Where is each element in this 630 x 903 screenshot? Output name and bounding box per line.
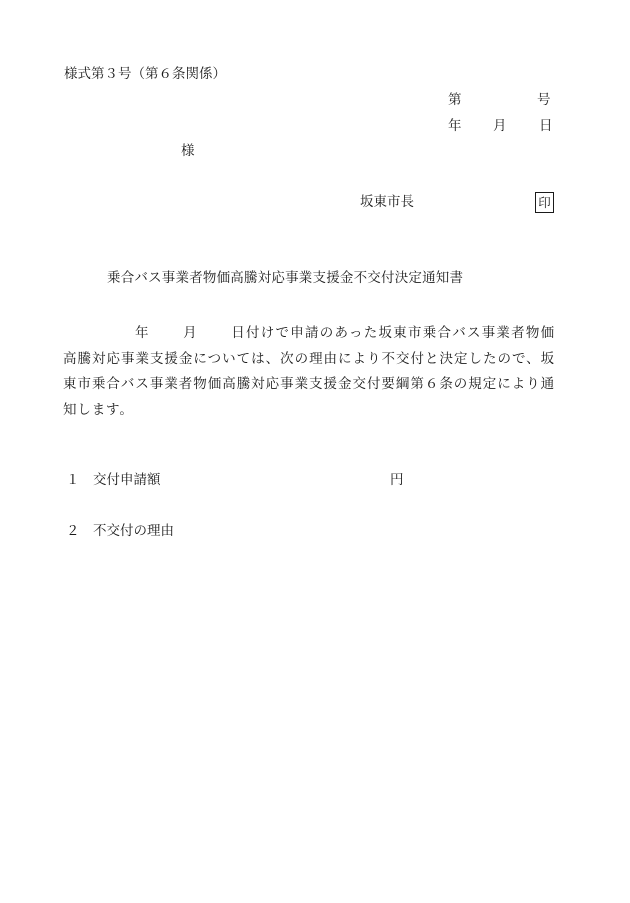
- item-number-1: １: [66, 472, 80, 488]
- date-month-label: 月: [493, 118, 507, 134]
- date-day-label: 日: [539, 118, 553, 134]
- form-number: 様式第３号（第６条関係）: [64, 66, 226, 82]
- item-number-2: ２: [66, 523, 80, 539]
- seal-stamp-box: 印: [535, 192, 554, 213]
- item-label-application-amount: 交付申請額: [93, 472, 161, 488]
- date-year-label: 年: [448, 118, 462, 134]
- body-paragraph: [63, 321, 555, 424]
- body-month-label: 月: [182, 325, 198, 341]
- item-label-reason: 不交付の理由: [93, 523, 174, 539]
- body-year-label: 年: [135, 325, 150, 341]
- item-unit-yen: 円: [390, 472, 404, 488]
- document-number-prefix: 第: [448, 92, 462, 108]
- document-number-suffix: 号: [537, 92, 551, 108]
- issuer-name: 坂東市長: [360, 194, 414, 210]
- addressee-suffix: 様: [181, 143, 195, 159]
- body-text: 日付けで申請のあった坂東市乗合バス事業者物価高騰対応事業支援金については、次の理由により不交付と決定したので、坂東市乗合バス事業者物価高騰対応事業支援金交付要綱第６条の規定により通知します。: [63, 325, 555, 419]
- document-title: 乗合バス事業者物価高騰対応事業支援金不交付決定通知書: [107, 270, 464, 286]
